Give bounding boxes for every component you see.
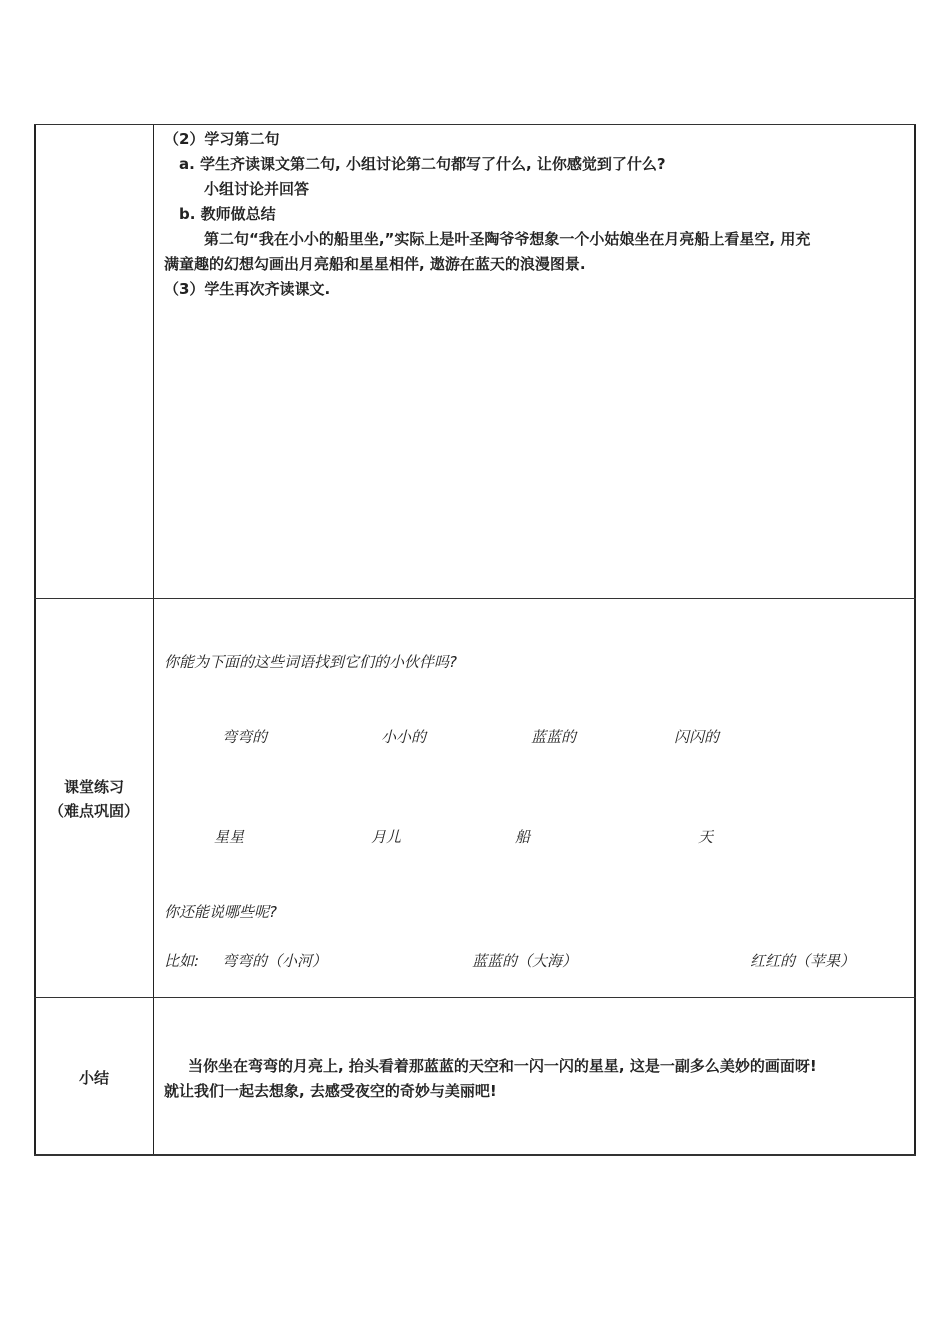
summary-label: 小结 <box>78 1069 109 1087</box>
summary-line-1: 第二句“我在小小的船里坐,”实际上是叶圣陶爷爷想象一个小姑娘坐在月亮船上看星空, 用充 <box>204 230 811 248</box>
step2-heading: （2）学习第二句 <box>164 130 280 148</box>
group-discuss-text: 小组讨论并回答 <box>204 180 310 198</box>
table-top-border <box>34 124 916 125</box>
step-a-text: a. 学生齐读课文第二句, 小组讨论第二句都写了什么, 让你感觉到了什么? <box>179 155 666 173</box>
lesson-plan-table <box>34 124 916 1156</box>
exercise-label <box>34 775 154 823</box>
adjective-4: 闪闪的 <box>674 728 720 746</box>
adjective-1: 弯弯的 <box>222 728 268 746</box>
exercise-label-line2: （难点巩固） <box>48 802 139 820</box>
table-left-border <box>34 124 36 1156</box>
column-divider <box>153 124 154 1156</box>
table-right-border <box>914 124 916 1156</box>
summary-text-line-1: 当你坐在弯弯的月亮上, 抬头看着那蓝蓝的天空和一闪一闪的星星, 这是一副多么美妙的画面呀! <box>188 1057 817 1075</box>
noun-2: 月儿 <box>371 828 402 846</box>
example-1: 弯弯的（小河） <box>222 952 328 970</box>
exercise-label-line1: 课堂练习 <box>63 778 124 796</box>
noun-1: 星星 <box>214 828 245 846</box>
exercise-question: 你能为下面的这些词语找到它们的小伙伴吗? <box>164 653 457 671</box>
more-question: 你还能说哪些呢? <box>164 903 277 921</box>
noun-3: 船 <box>515 828 531 846</box>
row-divider-1 <box>34 598 916 599</box>
adjective-3: 蓝蓝的 <box>531 728 577 746</box>
summary-line-2: 满童趣的幻想勾画出月亮船和星星相伴, 遨游在蓝天的浪漫图景. <box>164 255 586 273</box>
example-2: 蓝蓝的（大海） <box>472 952 578 970</box>
table-bottom-border <box>34 1154 916 1156</box>
row-divider-2 <box>34 997 916 998</box>
noun-4: 天 <box>698 828 714 846</box>
adjective-2: 小小的 <box>381 728 427 746</box>
example-prefix: 比如: <box>164 952 200 970</box>
example-3: 红红的（苹果） <box>750 952 856 970</box>
step-b-text: b. 教师做总结 <box>179 205 276 223</box>
step3-text: （3）学生再次齐读课文. <box>164 280 331 298</box>
summary-text-line-2: 就让我们一起去想象, 去感受夜空的奇妙与美丽吧! <box>164 1082 497 1100</box>
